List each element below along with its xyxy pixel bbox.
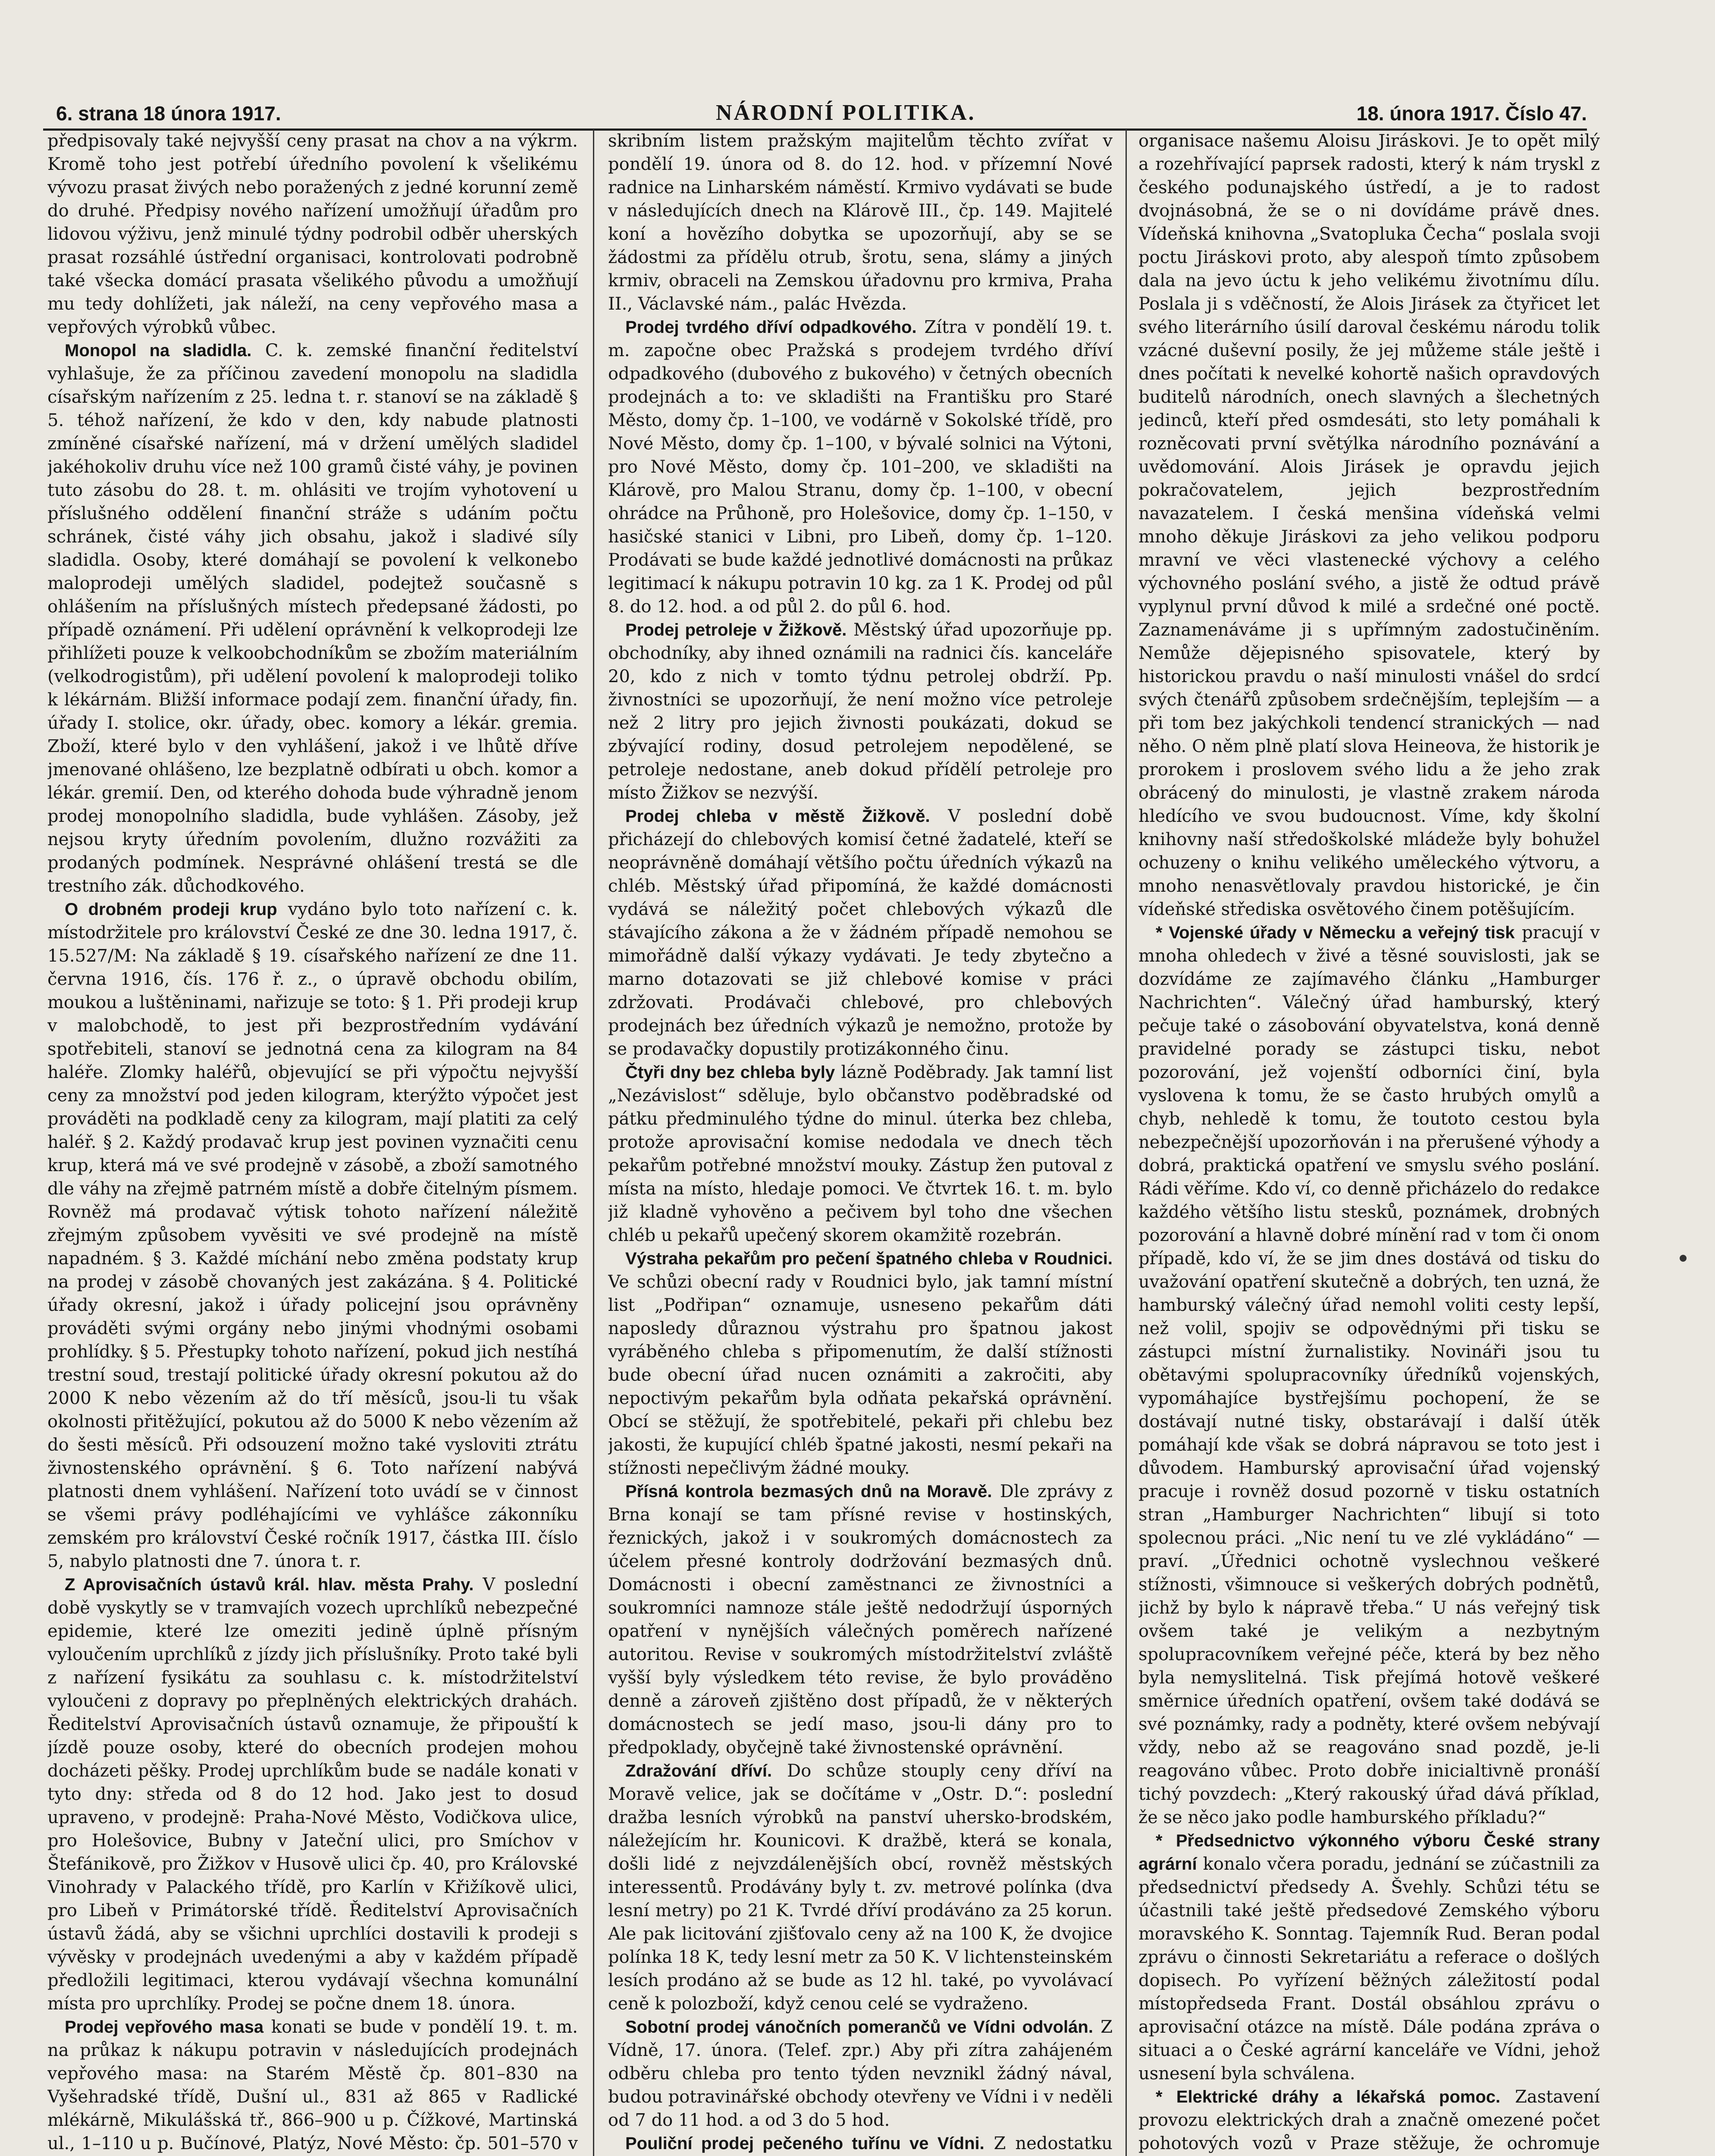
article-paragraph — [47, 898, 578, 1573]
article-paragraph — [608, 316, 1113, 618]
article-text: Ve schůzi obecní rady v Roudnici bylo, jak tamní místní list „Podřipan“ oznamuje, usneseno pekařům dáti naposledy důraznou výstrahu pro špatnou jakost vyráběného chleba s připomenutím, že další stížnosti bude obecní úřad nucen oznámiti a zakročiti, aby nepoctivým pekařům byla odňata pekařská oprávnění. Obcí se stěžují, že spotřebitelé, pekaři při chlebu bez jakosti, že kupující chléb špatné jakosti, nesmí pekaři na stížnosti nepečlivým žádné mouky. — [608, 1272, 1113, 1478]
article-text: vydáno bylo toto nařízení c. k. místodržitele pro království České ze dne 30. ledna 1917, č. 15.527/M: Na základě § 19. císařského nařízení ze dne 11. června 1916, čís. 176 ř. z., o úpravě obchodu obilím, moukou a luštěninami, nařizuje se toto: § 1. Při prodeji krup v malobchodě, to jest při bezprostředním vydávání spotřebiteli, stanoví se jednotná cena za kilogram na 84 haléře. Zlomky haléřů, objevující se při výpočtu nejvyšší ceny za množství pod jeden kilogram, kterýžto výpočet jest prováděti na podkladě ceny za kilogram, mají platiti za celý haléř. § 2. Každý prodavač krup jest povinen vyznačiti cenu krup, která má ve své prodejně v zásobě, a zboží samotného dle váhy na zřejmě patrném místě a dobře čitelným písmem. Rovněž má prodavač výtisk tohoto nařízení náležitě zřejmým způsobem vyvěsiti ve své prodejně na místě napadném. § 3. Každé míchání nebo změna podstaty krup na prodej v zásobě chovaných jest zakázána. § 4. Politické úřady okresní, jakož i úřady policejní jsou oprávněny prováděti svými orgány nebo jinými vhodnými osobami prohlídky. § 5. Přestupky tohoto nařízení, pokud jich nestíhá trestní soud, trestají politické úřady okresní pokutou až do 2000 K nebo vězením až do tří měsíců, jsou-li tu však okolnosti přitěžující, pokutou až do 5000 K nebo vězením až do šesti měsíců. Při odsouzení možno také vysloviti ztrátu živnostenského oprávnění. § 6. Toto nařízení nabývá platnosti dnem vyhlášení. Nařízení toto uvádí se v činnost se všemi právy podléhajícími ve vyhlášce zákonníku zemském pro království České ročník 1917, částka III. číslo 5, nabylo platnosti dne 7. února t. r. — [47, 899, 578, 1571]
article-heading: Přísná kontrola bezmasých dnů na Moravě. — [625, 1482, 992, 1501]
article-paragraph — [608, 1247, 1113, 1480]
article-text: Zítra v pondělí 19. t. m. započne obec Pražská s prodejem tvrdého dříví odpadkového (dubového z bukového) v četných obecních prodejnách a to: ve skladišti na Františku pro Staré Město, domy čp. 1–100, ve vodárně v Sokolské třídě, pro Nové Město, domy čp. 1–100, v bývalé solnici na Výtoni, pro Nové Město, domy čp. 101–200, ve skladišti na Klárově, pro Malou Stranu, domy čp. 1–100, v obecní ohrádce na Průhoně, pro Holešovice, domy čp. 1–150, v hasičské stanici v Libni, pro Libeň, domy čp. 1–120. Prodávati se bude každé jednotlivé domácnosti na průkaz legitimací k nákupu potravin 10 kg. za 1 K. Prodej od půl 8. do 12. hod. a od půl 2. do půl 6. hod. — [608, 317, 1113, 617]
column-rule — [593, 129, 594, 2156]
article-paragraph — [47, 2015, 578, 2156]
article-text: Z nedostatku — [994, 2134, 1113, 2153]
article-paragraph — [1138, 921, 1600, 1829]
article-heading: Prodej vepřového masa — [65, 2018, 264, 2037]
article-heading: Čtyři dny bez chleba byly — [625, 1063, 835, 1082]
article-paragraph — [1138, 1829, 1600, 2085]
article-heading: Monopol na sladidla. — [65, 341, 252, 360]
article-text: lázně Poděbrady. Jak tamní list „Nezávislost“ sděluje, bylo občanstvo poděbradské od pátku předminulého týdne do minul. úterka bez chleba, protože aprovisační komise nedodala ve dnech těch pekařům potřebné množství mouky. Zástup žen putoval z místa na místo, hledaje pomoci. Ve čtvrtek 16. t. m. bylo již kladně vyhověno a pečivem byl toho dne všechen chléb u pekařů upečený skorem okamžitě rozebrán. — [608, 1062, 1113, 1245]
article-paragraph — [47, 129, 578, 339]
article-text: Dle zprávy z Brna konají se tam přísné revise v hostinských, řeznických, jakož i v soukromých domácnostech za účelem přesné kontroly dodržování bezmasých dnů. Domácnosti i obecní zaměstnanci ze živnostníci a soukromníci namnoze stále ještě nedodržují úsporných opatření v nynějších válečných poměrech nařízené autoritou. Revise v soukromých místodržitelství zvláště vyšší byly výsledkem této revise, že bylo prováděno denně a zároveň zjištěno dost případů, že v některých domácnostech se jedí maso, jsou-li dány pro to předpoklady, obyčejně také živnostenské oprávnění. — [608, 1482, 1113, 1758]
column-1 — [47, 129, 578, 2156]
article-heading: Prodej tvrdého dříví odpadkového. — [625, 318, 917, 337]
article-heading: Prodej petroleje v Žižkově. — [625, 620, 847, 639]
article-heading: Zdražování dříví. — [625, 1761, 772, 1780]
article-paragraph — [608, 129, 1113, 316]
article-text: Z Vídně, 17. února. (Telef. zpr.) Aby při zítra zahájeném odběru chleba pro tento týden nevznikl žádný nával, budou potravinářské obchody otevřeny ve Vídni i v neděli od 7 do 11 hod. a od 3 do 5 hod. — [608, 2017, 1113, 2130]
column-2 — [608, 129, 1113, 2156]
article-text: organisace našemu Aloisu Jiráskovi. Je to opět milý a rozehřívající paprsek radosti, který k nám tryskl z českého podunajského ústředí, a je to radost dvojnásobná, že se o ni dovídáme právě dnes. Vídeňská knihovna „Svatopluka Čecha“ poslala svoji poctu Jiráskovi proto, aby alespoň tímto způsobem dala na jevo úctu k jeho velikému životnímu dílu. Poslala ji s vděčností, že Alois Jirásek za čtyřicet let svého literárního úsilí daroval českému národu tolik vzácné duševní posily, že jej můžeme stále ještě i dnes počítati k nevelké kohortě našich opravdových buditelů národních, onech slavných a šlechetných jedinců, kteří před osmdesáti, sto lety pomáhali k rozněcovati první světýlka národního poznávání a uvědomování. Alois Jirásek je opravdu jejich pokračovatelem, jejich bezprostředním navazatelem. I česká menšina vídeňská velmi mnoho děkuje Jiráskovi za jeho velikou podporu mravní ve věci vlastenecké výchovy a celého výchovného poslání svého, a jistě že odtud právě vyplynul první důvod k milé a srdečné oné poctě. Zaznamenáváme ji s upřímným zadostučiněním. Nemůže dějepisného spisovatele, který by historickou pravdu o naší minulosti vnášel do srdcí svých čtenářů způsobem srdečnějším, teplejším — a při tom bez jakýchkoli tendencí stranických — nad něho. O něm plně platí slova Heineova, že historik je prorokem i proslovem svého lidu a že jeho zrak obrácený do minulosti, je vlastně zrakem národa hledícího ve svou budoucnost. Víme, kdy školní knihovny naší středoškolské mládeže byly bohužel ochuzeny o knihu velikého uměleckého výtvoru, a mnoho nenasvětlovaly pravdou historické, je čin vídeňské střediska osvětového činem potěšujícím. — [1138, 131, 1600, 919]
column-rule — [1126, 129, 1127, 2156]
article-paragraph — [608, 2132, 1113, 2156]
article-heading: * Elektrické dráhy a lékařská pomoc. — [1156, 2087, 1501, 2106]
article-heading: * Předsednictvo výkonného výboru České strany agrární — [1138, 1831, 1600, 1874]
article-paragraph — [1138, 129, 1600, 921]
article-paragraph — [608, 618, 1113, 805]
article-paragraph — [47, 339, 578, 898]
article-paragraph — [47, 1573, 578, 2015]
header-left: 6. strana 18 února 1917. — [56, 102, 281, 125]
article-paragraph — [1138, 2085, 1600, 2156]
article-paragraph — [608, 1061, 1113, 1247]
page-header — [43, 98, 1587, 131]
article-paragraph — [608, 1759, 1113, 2015]
article-heading: Prodej chleba v městě Žižkově. — [625, 807, 930, 826]
punch-hole-mark — [1680, 1255, 1687, 1262]
header-right: 18. února 1917. Číslo 47. — [1356, 102, 1587, 125]
article-heading: * Vojenské úřady v Německu a veřejný tisk — [1156, 923, 1515, 942]
article-paragraph — [608, 805, 1113, 1061]
article-heading: O drobném prodeji krup — [65, 900, 277, 919]
article-text: V poslední době vyskytly se v tramvajích vozech uprchlíků nebezpečné epidemie, které lze omeziti jedině úplně přísným vyloučením uprchlíků z jízdy jich příslušníky. Proto také byli z nařízení fysikátu za souhlasu c. k. místodržitelství vyloučeni z dopravy po přeplněných elektrických drahách. Ředitelství Aprovisačních ústavů oznamuje, že připouští k jízdě pouze osoby, které do obecních prodejen mohou docházeti pěšky. Prodej uprchlíkům bude se nadále konati v tyto dny: středa od 8 do 12 hod. Jako jest to dosud upraveno, v prodejně: Praha-Nové Město, Vodičkova ulice, pro Holešovice, Bubny v Jateční ulici, pro Smíchov v Štefánikově, pro Žižkov v Husově ulici čp. 40, pro Královské Vinohrady v Palackého třídě, pro Karlín v Křižíkově ulici, pro Libeň v Primátorské třídě. Ředitelství Aprovisačních ústavů žádá, aby se všichni uprchlíci dostavili k prodeji s vývěsky v prodejnách uvedenými a aby v každém případě předložili legitimaci, kterou vydávají všechna komunální místa pro uprchlíky. Prodej se počne dnem 18. února. — [47, 1575, 578, 2014]
masthead-title: NÁRODNÍ POLITIKA. — [716, 100, 976, 125]
article-heading: Výstraha pekařům pro pečení špatného chleba v Roudnici. — [625, 1249, 1113, 1268]
article-heading: Sobotní prodej vánočních pomerančů ve Vídni odvolán. — [625, 2018, 1093, 2037]
article-text: Do schůze stouply ceny dříví na Moravě velice, jak se dočítáme v „Ostr. D.“: poslední dražba lesních výrobků na panství uhersko-brodském, náležejícím hr. Kounicovi. K dražbě, která se konala, došli lidé z nejvzdálenějších obcí, rovněž městských interessentů. Prodávány byly t. zv. metrové polínka (dva lesní metry) po 21 K. Tvrdé dříví prodáváno za 25 korun. Ale pak licitování zjišťovalo ceny až na 100 K, že dvojice polínka 18 K, tedy lesní metr za 50 K. V lichtensteinském lesích prodáno až se bude as 12 hl. také, po vyvolávací ceně k polozboží, když cenou celé se vydraženo. — [608, 1761, 1113, 2014]
article-text: konati se bude v pondělí 19. t. m. na průkaz k nákupu potravin v následujících prodejnách vepřového masa: na Starém Městě čp. 801–830 na Vyšehradské třídě, Dušní ul., 831 až 865 v Radlické mlékárně, Mikulášská tř., 866–900 u p. Čížkové, Martinská ul., 1–110 u p. Bučínové, Platýz, Nové Město: čp. 501–570 v — [47, 2017, 578, 2153]
article-text: Městský úřad upozorňuje pp. obchodníky, aby ihned oznámili na radnici čís. kanceláře 20, kdo z nich v tomto týdnu petrolej obdrží. Pp. živnostníci se upozorňují, že není možno více petroleje než 2 litry pro jejich živnosti poukázati, dokud se zbývající rodiny, dosud petrolejem nepodělené, se petroleje nedostane, aneb dokud přídělí petroleje pro místo Žižkov se nezvýší. — [608, 620, 1113, 803]
article-heading: Pouliční prodej pečeného tuřínu ve Vídni. — [625, 2134, 984, 2153]
article-text: konalo včera poradu, jednání se zúčastnili za předsednictví předsedy A. Švehly. Schůzi tétu se účastnili také ještě předsedové Zemského výboru moravského K. Sonntag. Tajemník Rud. Beran podal zprávu o činnosti Sekretariátu a referace o došlých dopisech. Po vyřízení běžných záležitostí podal místopředseda Frant. Dostál obsáhlou zprávu o aprovisační otázce na místě. Dále podána zpráva o situaci a o České agrární kanceláře ve Vídni, jehož usnesení byla schválena. — [1138, 1854, 1600, 2084]
article-text: skribním listem pražským majitelům těchto zvířat v pondělí 19. února od 8. do 12. hod. v přízemní Nové radnice na Linharském náměstí. Krmivo vydávati se bude v následujících dnech na Klárově III., čp. 149. Majitelé koní a hovězího dobytka se upozorňují, aby se se žádostmi za přídělu otrub, šrotu, sena, slámy a jiných krmiv, obraceli na Zemskou úřadovnu pro krmiva, Praha II., Václavské nám., palác Hvězda. — [608, 131, 1113, 314]
article-text: předpisovaly také nejvyšší ceny prasat na chov a na výkrm. Kromě toho jest potřebí úředního povolení k všelikému vývozu prasat živých nebo poražených z jedné korunní země do druhé. Předpisy nového nařízení umožňují úřadům pro lidovou výživu, jenž minulé týdny podrobil odběr uherských prasat rozsáhlé ústřední organisaci, kontrolovati podrobně také všecka domácí prasata všelikého původu a umožňují mu tedy dohlížeti, jak náleží, na ceny vepřového masa a vepřových výrobků vůbec. — [47, 131, 578, 337]
column-3 — [1138, 129, 1600, 2156]
article-text: V poslední době přicházejí do chlebových komisí četné žadatelé, kteří se neoprávněně domáhají většího počtu úředních výkazů na chléb. Městský úřad připomíná, že každé domácnosti vydává se náležitý počet chlebových výkazů dle stávajícího zákona a že v žádném případě nemohou se mimořádně další výkazy vydávati. Je tedy zbytečno a marno dotazovati se již chlebové komise v práci zdržovati. Prodávači chlebové, pro chlebových prodejnách bez úředních výkazů je nemožno, protože by se prodavačky dopustily protizákonného činu. — [608, 806, 1113, 1059]
article-paragraph — [608, 2015, 1113, 2132]
article-text: C. k. zemské finanční ředitelství vyhlašuje, že za příčinou zavedení monopolu na sladidla císařským nařízením z 25. ledna t. r. stanoví se na základě § 5. téhož nařízení, že kdo v den, kdy nabude platnosti zmíněné císařské nařízení, má v držení umělých sladidel jakéhokoliv druhu více než 100 gramů čisté váhy, je povinen tuto zásobu do 28. t. m. ohlásiti ve trojím vyhotovení u příslušného oddělení finanční stráže s udáním počtu schránek, čisté váhy jich obsahu, jakož i sladivé síly sladidla. Osoby, které domáhají se povolení k velkonebo maloprodeji umělých sladidel, podejtež současně s ohlášením na příslušných místech předepsané žádosti, po případě oznámení. Při udělení oprávnění k velkoprodeji lze přihlížeti pouze k velkoobchodníkům se zbožím materiálním (velkodrogistům), při udělení povolení k maloprodeji toliko k lékárnám. Bližší informace podají zem. finanční úřady, fin. úřady I. stolice, okr. úřady, obec. komory a lékár. gremia. Zboží, které bylo v den vyhlášení, jakož i ve lhůtě dříve jmenované ohlášeno, lze bezplatně odbírati u obch. komor a lékár. gremií. Den, od kterého dohoda bude výhradně jenom prodej monopolního sladidla, bude vyhlášen. Zásoby, jež nejsou kryty úředním povolením, dlužno rozvážiti za prodaných podmínek. Nesprávné ohlášení trestá se dle trestního zák. důchodkového. — [47, 341, 578, 896]
article-heading: Z Aprovisačních ústavů král. hlav. města Prahy. — [65, 1575, 474, 1594]
article-text: Zastavení provozu elektrických drah a značně omezené počet pohotových vozů v Praze stěžuje, že ochromuje — [1138, 2087, 1600, 2153]
article-paragraph — [608, 1480, 1113, 1759]
article-text: pracují v mnoha ohledech v živé a těsné souvislosti, jak se dozvídáme ze zajímavého článku „Hamburger Nachrichten“. Válečný úřad hamburský, který pečuje také o zásobování obyvatelstva, koná denně pravidelné porady se zástupci tisku, nebot pozorování, jež vojenští odborníci činí, byla vyslovena k tomu, že se často hrubých omylů a chyb, nehledě k tomu, že toutoto cestou byla nebezpečnější upozorňován i na přerušené výhody a dobrá, praktická opatření ve smyslu svého poslání. Rádi věříme. Kdo ví, co denně přicházelo do redakce každého většího listu stesků, poznámek, drobných pozorování a hlavně dobré mínění rad v tom či onom případě, kdo ví, že se jim dnes dostává od tisku do uvažování opatření skutečně a dobrých, ten uzná, že hamburský válečný úřad nemohl voliti cesty lepší, než volil, spojiv se odpovědnými při tisku se zástupci místní žurnalistiky. Novináři jsou tu obětavými spolupracovníky úředníků vojenských, vypomáhajíce bystřejšímu pochopení, že se dostávají nutné tisky, obstarávají i další útěk pomáhají kde však se dobrá nápravou se toto jest i důvodem. Hamburský aprovisační úřad vojenský pracuje i rovněž dosud pozorně v tisku ostatních stran „Hamburger Nachrichten“ libují si toto spolecnou práci. „Nic není tu ve zlé vykládáno“ — praví. „Úřednici ochotně vyslechnou veškeré stížnosti, všimnouce si veškerých dobrých podnětů, jichž by bylo k nápravě třeba.“ U nás veřejný tisk ovšem také je velikým a nezbytným spolupracovníkem veřejné péče, která by bez něho byla nemyslitelná. Tisk přejímá hotově veškeré směrnice úředních opatření, ovšem také dodává se své poznámky, rady a podněty, které ovšem nebývají vždy, nebo až se reagováno snad pozdě, je-li reagováno vůbec. Proto dobře inicialtivně pronáší tichý povzdech: „Který rakouský úřad dává příklad, že se něco jako podle hamburského příkladu?“ — [1138, 923, 1600, 1827]
